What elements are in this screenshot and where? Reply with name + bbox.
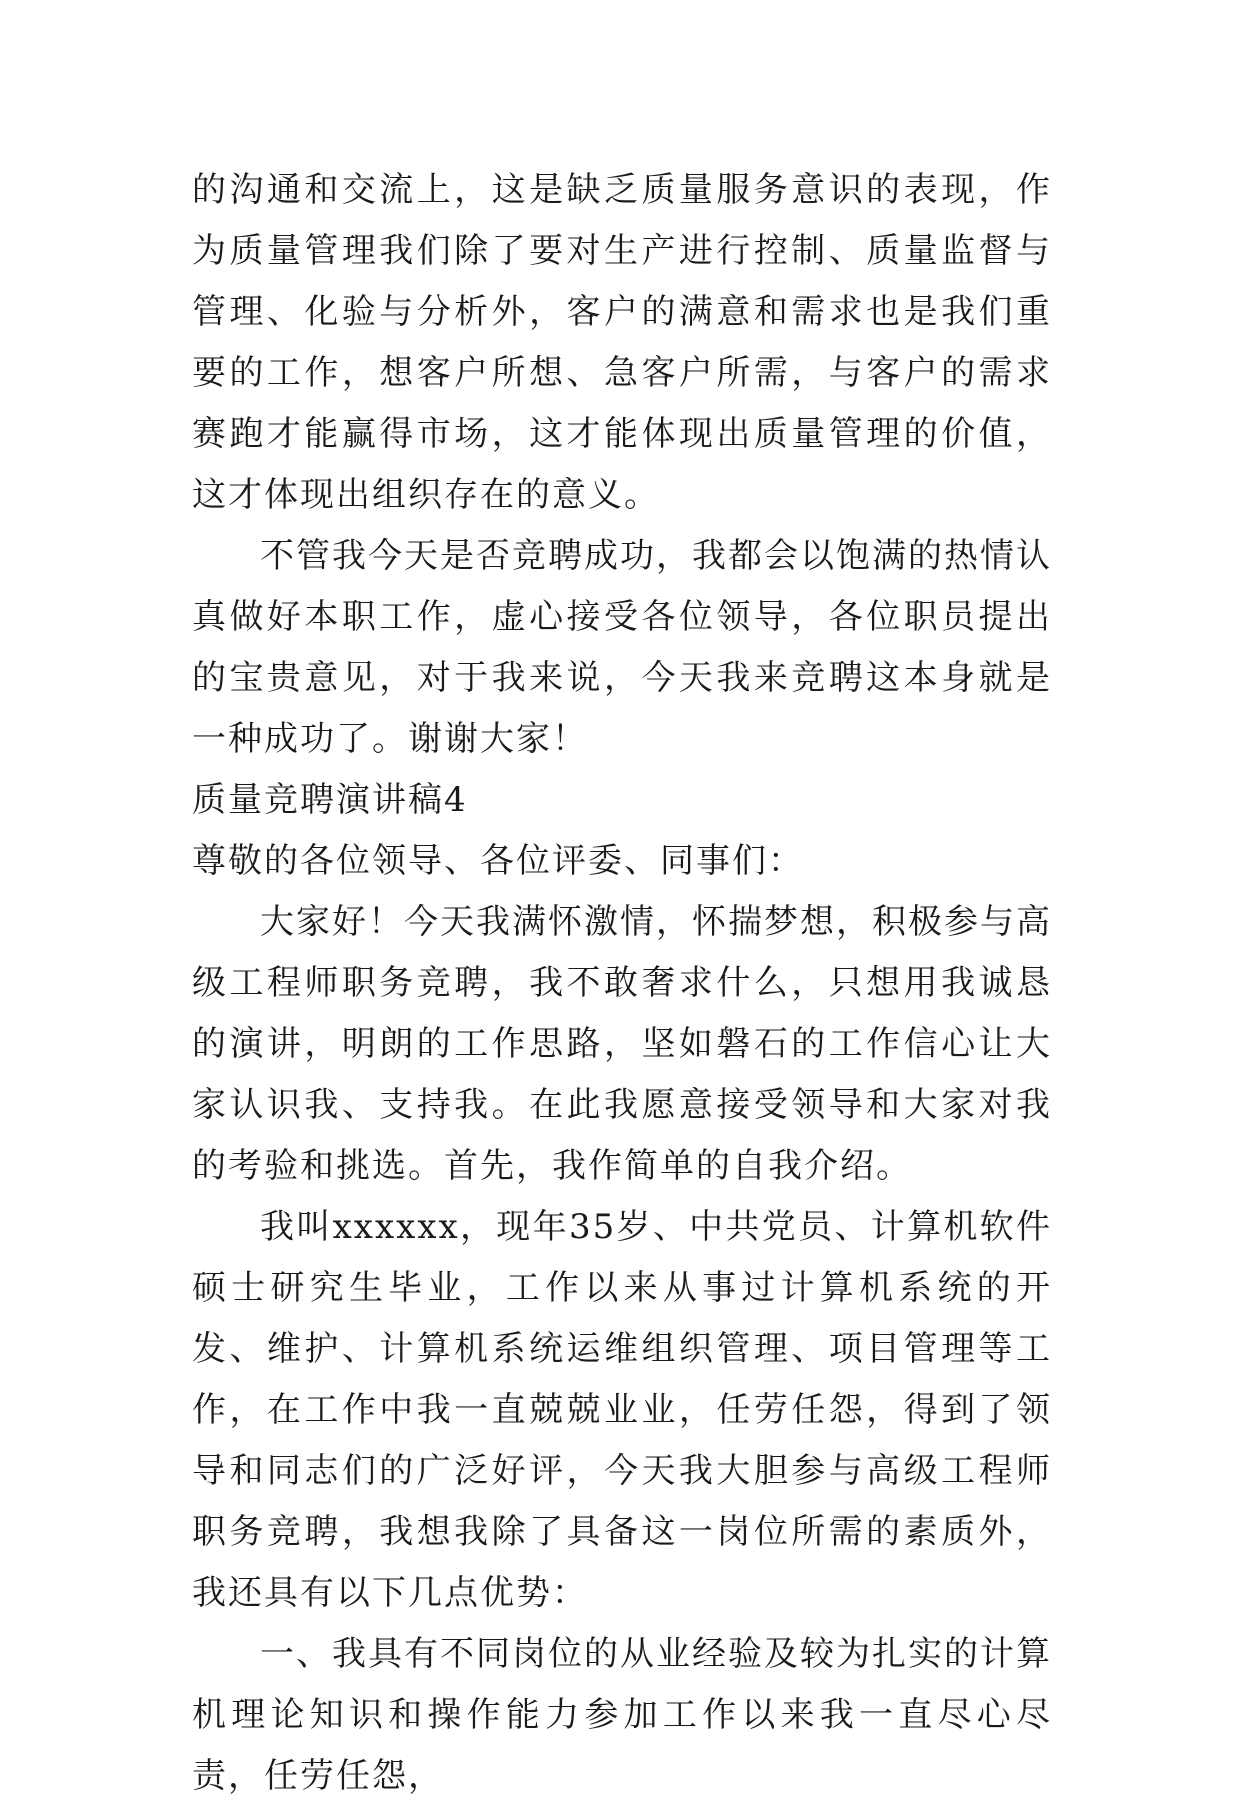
paragraph-self-introduction: 我叫xxxxxx，现年35岁、中共党员、计算机软件硕士研究生毕业，工作以来从事过计算机系统的开发、维护、计算机系统运维组织管理、项目管理等工作，在工作中我一直兢兢业业，任劳任怨，得到了领导和同志们的广泛好评，今天我大胆参与高级工程师职务竞聘，我想我除了具备这一岗位所需的素质外，我还具有以下几点优势： xyxy=(192,1207,1052,1613)
salutation: 尊敬的各位领导、各位评委、同事们： xyxy=(192,841,804,881)
paragraph-greeting: 大家好！今天我满怀激情，怀揣梦想，积极参与高级工程师职务竞聘，我不敢奢求什么，只想用我诚恳的演讲，明朗的工作思路，坚如磐石的工作信心让大家认识我、支持我。在此我愿意接受领导和大家对我的考验和挑选。首先，我作简单的自我介绍。 xyxy=(192,902,1052,1186)
paragraph-closing-thanks: 不管我今天是否竞聘成功，我都会以饱满的热情认真做好本职工作，虚心接受各位领导，各位职员提出的宝贵意见，对于我来说，今天我来竞聘这本身就是一种成功了。谢谢大家！ xyxy=(192,536,1052,759)
document-body xyxy=(192,160,1052,1807)
speech-title: 质量竞聘演讲稿4 xyxy=(192,780,468,820)
paragraph-advantage-one: 一、我具有不同岗位的从业经验及较为扎实的计算机理论知识和操作能力参加工作以来我一直尽心尽责，任劳任怨， xyxy=(192,1634,1052,1796)
paragraph-quality-service: 的沟通和交流上，这是缺乏质量服务意识的表现，作为质量管理我们除了要对生产进行控制、质量监督与管理、化验与分析外，客户的满意和需求也是我们重要的工作，想客户所想、急客户所需，与客户的需求赛跑才能赢得市场，这才能体现出质量管理的价值，这才体现出组织存在的意义。 xyxy=(192,170,1052,515)
